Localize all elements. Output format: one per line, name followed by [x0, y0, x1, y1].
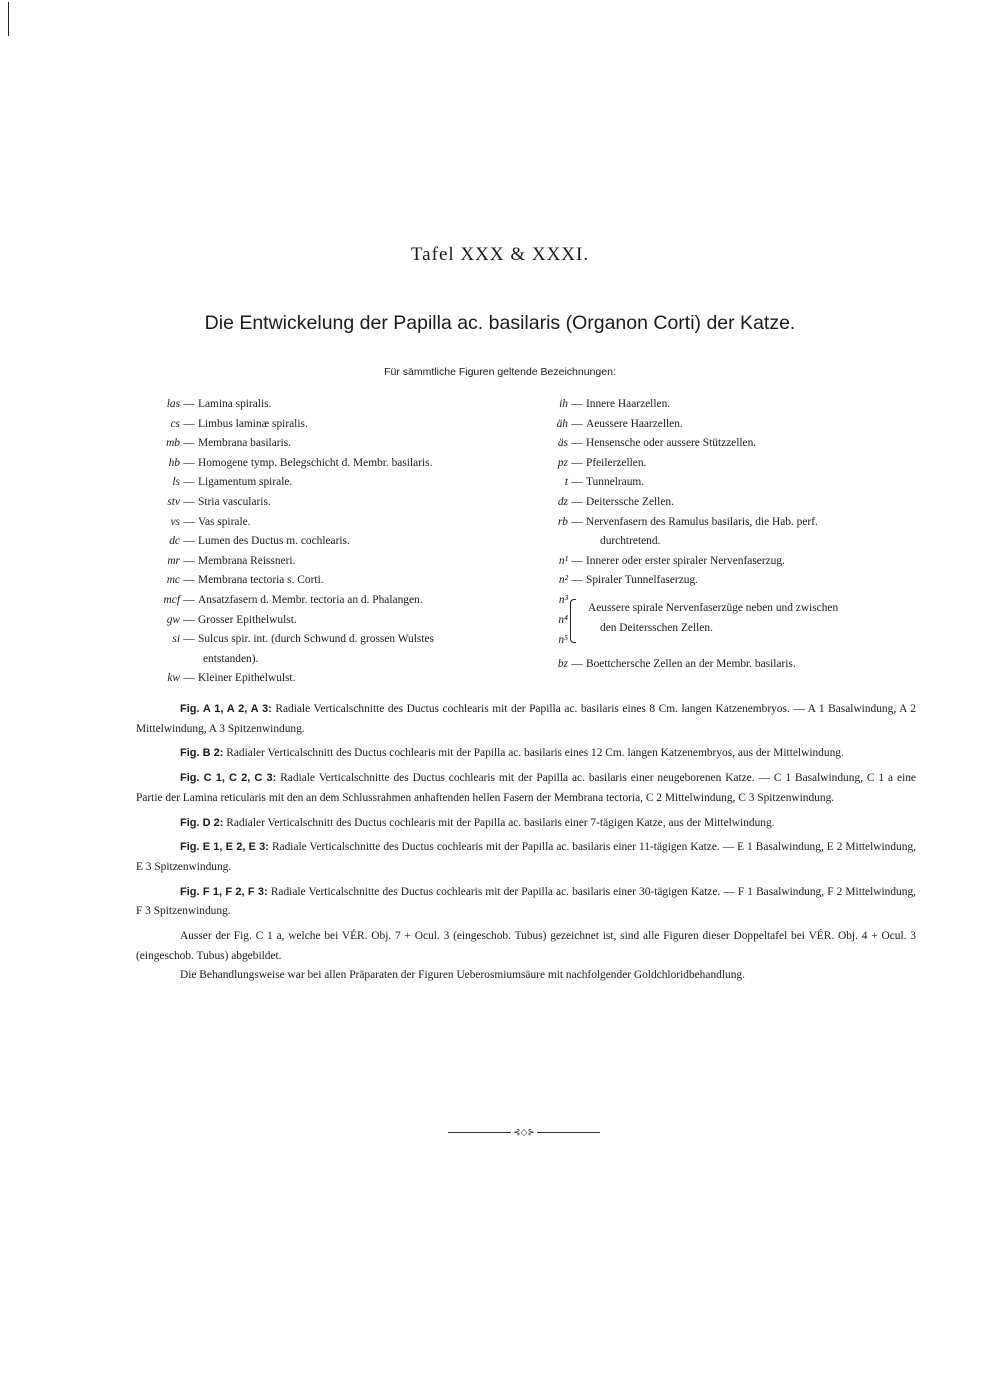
legend-dash: —: [183, 554, 195, 567]
legend-item: [520, 493, 930, 513]
legend-abbr: n²: [558, 574, 568, 587]
legend-abbr: rb: [557, 515, 568, 528]
legend-text: Innerer oder erster spiraler Nervenfaserzug.: [586, 554, 785, 567]
legend-abbr: si: [172, 633, 180, 646]
figure-label: Fig. D 2:: [180, 816, 224, 829]
legend-dash: —: [571, 495, 583, 508]
treatment-note: Die Behandlungsweise war bei allen Präparaten der Figuren Ueberosmiumsäure mit nachfolgender Goldchloridbehandlung.: [180, 969, 745, 982]
legend-abbr: cs: [170, 417, 180, 430]
legend-text: Membrana Reissneri.: [198, 554, 296, 567]
legend-dash: —: [571, 476, 583, 489]
legend-abbr: ls: [172, 476, 180, 489]
legend-text: Aeussere Haarzellen.: [586, 417, 683, 430]
legend-abbr: mb: [166, 437, 180, 450]
legend-item: [136, 552, 526, 572]
legend-abbr: n¹: [558, 554, 568, 567]
figure-caption: [136, 744, 916, 764]
figure-label: Fig. F 1, F 2, F 3:: [180, 885, 268, 898]
legend-item: [136, 473, 526, 493]
legend-text: Boettchersche Zellen an der Membr. basilaris.: [586, 657, 796, 670]
legend-text: Limbus laminæ spiralis.: [198, 417, 308, 430]
legend-dash: —: [183, 613, 195, 626]
legend-abbr: mc: [166, 574, 180, 587]
legend-item: [520, 552, 930, 572]
figure-text: Radiale Verticalschnitte des Ductus cochlearis mit der Papilla ac. basilaris einer neugeborenen Katze. — C 1 Basalwindung, C 1 a eine Partie der Lamina reticularis mit den an dem Schlussrahmen anhaftenden hellen Fasern der Membrana tectoria, C 2 Mittelwindung, C 3 Spitzenwindung.: [136, 772, 916, 804]
legend-item: [520, 415, 930, 435]
legend-group-text: [588, 599, 838, 638]
legend-text: Innere Haarzellen.: [586, 398, 671, 410]
legend-dash: —: [571, 437, 583, 450]
legend-text: Deiterssche Zellen.: [586, 495, 674, 508]
legend-dash: —: [183, 437, 195, 450]
legend-dash: —: [183, 574, 195, 587]
legend-text: Hensensche oder aussere Stützzellen.: [586, 437, 757, 450]
legend-text: Pfeilerzellen.: [586, 456, 647, 469]
scan-edge-mark: [8, 2, 9, 36]
legend-dash: —: [571, 554, 583, 567]
figure-text: Radiale Verticalschnitte des Ductus cochlearis mit der Papilla ac. basilaris eines 8 Cm. langen Katzenembryos. — A 1 Basalwindung, A 2 Mittelwindung, A 3 Spitzenwindung.: [136, 703, 916, 735]
fleuron-icon: ⊰◇⊱: [513, 1126, 536, 1137]
legend-item: [136, 415, 526, 435]
legend-abbr: mcf: [163, 593, 180, 606]
legend-dash: —: [183, 495, 195, 508]
legend-dash: —: [183, 456, 195, 469]
legend-item: [136, 611, 526, 631]
figure-caption: [136, 700, 916, 739]
legend-item: [136, 571, 526, 591]
legend-text: Sulcus spir. int. (durch Schwund d. grossen Wulstes: [198, 633, 434, 646]
legend-text: Lamina spiralis.: [198, 398, 272, 410]
legend-dash: —: [571, 657, 583, 670]
legend-item: [136, 591, 526, 611]
legend-group-line-1: Aeussere spirale Nervenfaserzüge neben und zwischen: [588, 601, 839, 614]
legend-abbr: stv: [167, 495, 180, 508]
legend-abbr: n⁵: [558, 633, 568, 646]
legend-abbr: ih: [559, 398, 568, 410]
figure-caption: [136, 814, 916, 834]
figure-caption: [136, 769, 916, 808]
legend-text-continuation: entstanden).: [203, 652, 259, 665]
curly-brace-icon: [570, 599, 576, 643]
figure-text: Radiale Verticalschnitte des Ductus cochlearis mit der Papilla ac. basilaris einer 30-tägigen Katze. — F 1 Basalwindung, F 2 Mittelwindung, F 3 Spitzenwindung.: [136, 885, 916, 918]
legend-item: [520, 454, 930, 474]
legend-item: [520, 395, 930, 415]
legend-item: [136, 532, 526, 552]
legend-dash: —: [183, 672, 195, 685]
legend-item: [136, 454, 526, 474]
legend-dash: —: [183, 593, 195, 606]
legend-abbr: kw: [167, 672, 180, 685]
legend-abbr: bz: [557, 657, 568, 670]
legend-dash: —: [571, 417, 583, 430]
figure-label: Fig. C 1, C 2, C 3:: [180, 772, 277, 785]
legend-abbr: vs: [170, 515, 180, 528]
legend-item: [136, 493, 526, 513]
legend-dash: —: [571, 515, 583, 528]
legend-text: Ligamentum spirale.: [198, 476, 293, 489]
legend-dash: —: [571, 574, 583, 587]
figure-label: Fig. B 2:: [180, 747, 224, 760]
legend-abbr: n³: [558, 593, 568, 606]
legend-dash: —: [183, 476, 195, 489]
legend-group-line-2: den Deitersschen Zellen.: [600, 621, 713, 634]
legend-abbr: mr: [167, 554, 180, 567]
legend-text: Nervenfasern des Ramulus basilaris, die Hab. perf.: [586, 515, 818, 528]
legend-text: Membrana basilaris.: [198, 437, 291, 450]
legend-item: [136, 434, 526, 454]
main-title: Die Entwickelung der Papilla ac. basilaris (Organon Corti) der Katze.: [204, 312, 796, 334]
legend-text: Spiraler Tunnelfaserzug.: [586, 574, 698, 587]
legend-right-column: [520, 395, 930, 675]
figure-captions: [136, 700, 916, 986]
legend-abbr: dz: [557, 495, 568, 508]
legend-text: Grosser Epithelwulst.: [198, 613, 297, 626]
legend-text: Membrana tectoria s. Corti.: [198, 574, 324, 587]
legend-text: Vas spirale.: [198, 515, 251, 528]
legend-text: Tunnelraum.: [586, 476, 645, 489]
legend-dash: —: [183, 398, 195, 410]
legend-item: [136, 669, 526, 689]
legend-dash: —: [571, 398, 583, 410]
figure-caption: [136, 883, 916, 922]
figure-text: Radialer Verticalschnitt des Ductus cochlearis mit der Papilla ac. basilaris einer 7-tägigen Katze, aus der Mittelwindung.: [226, 816, 775, 829]
legend-abbr: äs: [557, 437, 568, 450]
figure-label: Fig. A 1, A 2, A 3:: [180, 703, 272, 715]
legend-text: Kleiner Epithelwulst.: [198, 672, 296, 685]
legend-item: [520, 434, 930, 454]
ornamental-divider: [448, 1122, 600, 1142]
legend-dash: —: [183, 633, 195, 646]
legend-abbr: las: [166, 398, 180, 410]
legend-dash: —: [571, 456, 583, 469]
legend-dash: —: [183, 515, 195, 528]
legend-abbr: äh: [556, 417, 568, 430]
legend-heading: Für sämmtliche Figuren geltende Bezeichnungen:: [384, 366, 616, 378]
plate-title: Tafel XXX & XXXI.: [410, 244, 590, 265]
legend-dash: —: [183, 417, 195, 430]
legend-left-column: [136, 395, 526, 689]
figure-caption: [136, 838, 916, 877]
legend-item: [520, 571, 930, 591]
legend-item: [136, 395, 526, 415]
legend-text: Stria vascularis.: [198, 495, 271, 508]
legend-text-continuation: durchtretend.: [600, 535, 661, 548]
figure-text: Radiale Verticalschnitte des Ductus cochlearis mit der Papilla ac. basilaris einer 11-tägigen Katze. — E 1 Basalwindung, E 2 Mittelwindung, E 3 Spitzenwindung.: [136, 841, 916, 873]
legend-text: Homogene tymp. Belegschicht d. Membr. basilaris.: [198, 456, 433, 469]
legend-abbr: hb: [168, 456, 180, 469]
legend-item: [520, 473, 930, 493]
legend-abbr: n⁴: [558, 613, 568, 626]
legend-bracket-group: [520, 591, 930, 649]
legend-text: Ansatzfasern d. Membr. tectoria an d. Phalangen.: [198, 593, 423, 606]
figure-text: Radialer Verticalschnitt des Ductus cochlearis mit der Papilla ac. basilaris eines 12 Cm. langen Katzenembryos, aus der Mittelwindung.: [226, 747, 844, 760]
legend-text: Lumen des Ductus m. cochlearis.: [198, 535, 350, 548]
legend-dash: —: [183, 535, 195, 548]
legend-item: [520, 655, 930, 675]
legend-abbr: t: [564, 476, 568, 489]
legend-item: [136, 630, 526, 650]
legend-abbr: dc: [169, 535, 180, 548]
legend-abbr: pz: [557, 456, 568, 469]
legend-item: [136, 513, 526, 533]
magnification-note: Ausser der Fig. C 1 a, welche bei VÉR. Obj. 7 + Ocul. 3 (eingeschob. Tubus) gezeichnet ist, sind alle Figuren dieser Doppeltafel bei VÉR. Obj. 4 + Ocul. 3 (eingeschob. Tubus) abgebildet.: [136, 930, 916, 962]
figure-label: Fig. E 1, E 2, E 3:: [180, 841, 269, 854]
legend-item: [520, 513, 930, 533]
divider-line-right: [537, 1132, 600, 1133]
divider-line-left: [448, 1132, 511, 1133]
legend-abbr: gw: [166, 613, 180, 626]
